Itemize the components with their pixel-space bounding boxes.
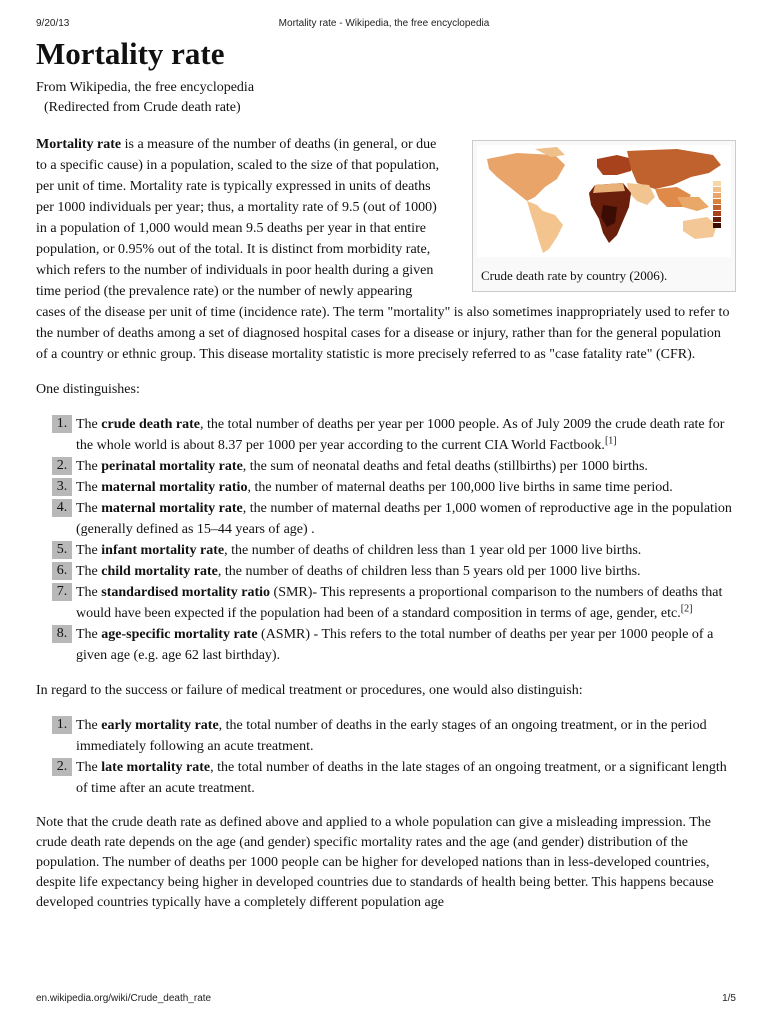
item-prefix: The: [76, 564, 102, 579]
list-item: [36, 582, 736, 624]
item-text: , the number of deaths of children less than 1 year old per 1000 live births.: [224, 543, 642, 558]
print-date: 9/20/13: [36, 18, 70, 29]
item-text: , the number of maternal deaths per 100,000 live births in same time period.: [247, 480, 673, 495]
item-term[interactable]: maternal mortality ratio: [101, 480, 248, 495]
list-item: [36, 498, 736, 540]
item-text: (ASMR) - This refers to the total number of deaths per year per 1000 people of a given age (e.g. age 62 last birthday).: [76, 627, 714, 663]
item-text: (SMR)- This represents a proportional comparison to the numbers of deaths that would have been expected if the population had been of a standard composition in terms of age, gender, etc.: [76, 585, 723, 621]
item-text: , the total number of deaths in the early stages of an ongoing treatment, or in the period immediately following an acute treatment.: [76, 718, 707, 754]
item-prefix: The: [76, 501, 102, 516]
list-number: 5.: [52, 541, 72, 559]
item-prefix: The: [76, 459, 102, 474]
intro-text: is a measure of the number of deaths (in general, or due to a specific cause) in a population, scaled to the size of that population, per unit of time. Mortality rate is typically expressed in units of deaths per 1000 individuals per year; thus, a mortality rate of 9.5 (out of 1000) in a population of 1,000 would mean 9.5 deaths per year in that entire population, or 0.95% out of the total. It is distinct from morbidity rate, which refers to the number of individuals in poor health during a given time period (the prevalence rate) or the number of newly appearing cases of the disease per unit of time (incidence rate). The term "mortality" is also sometimes inappropriately used to refer to the number of deaths among a set of diagnosed hospital cases for a disease or injury, rather than for the general population of a country or ethnic group. This disease mortality statistic is more precisely referred to as "case fatality rate" (CFR).: [36, 137, 730, 362]
item-term[interactable]: standardised mortality ratio: [101, 585, 271, 600]
figure-caption: Crude death rate by country (2006).: [481, 268, 668, 283]
print-title: Mortality rate - Wikipedia, the free encyclopedia: [278, 18, 490, 29]
citation-link[interactable]: [1]: [604, 435, 617, 447]
item-term[interactable]: child mortality rate: [101, 564, 218, 579]
print-footer: [0, 993, 768, 1007]
list-number: 8.: [52, 625, 72, 643]
item-prefix: The: [76, 718, 102, 733]
print-header: [0, 18, 768, 32]
list-number: 2.: [52, 457, 72, 475]
list-item: [36, 757, 736, 799]
treatment-mortality-list: [36, 715, 736, 799]
item-prefix: The: [76, 543, 102, 558]
list-number: 4.: [52, 499, 72, 517]
redirect-note: (Redirected from Crude death rate): [44, 100, 241, 115]
item-term[interactable]: early mortality rate: [101, 718, 219, 733]
citation-link[interactable]: [2]: [680, 603, 693, 615]
map-figure: [472, 140, 736, 292]
list-item: [36, 561, 736, 582]
item-text: , the total number of deaths per year per 1000 people. As of July 2009 the crude death rate for the whole world is about 8.37 per 1000 per year according to the current CIA World Factbook.: [76, 417, 725, 453]
world-map-image: [477, 145, 731, 257]
item-term[interactable]: crude death rate: [101, 417, 201, 432]
list-number: 1.: [52, 716, 72, 734]
item-text: , the sum of neonatal deaths and fetal deaths (stillbirths) per 1000 births.: [242, 459, 648, 474]
list-number: 2.: [52, 758, 72, 776]
regard-paragraph: In regard to the success or failure of medical treatment or procedures, one would also distinguish:: [36, 683, 583, 698]
mortality-types-list: [36, 414, 736, 666]
page-title: Mortality rate: [36, 36, 225, 71]
list-number: 1.: [52, 415, 72, 433]
list-item: [36, 540, 736, 561]
item-text: , the number of maternal deaths per 1,000 women of reproductive age in the population (generally defined as 15–44 years of age) .: [76, 501, 732, 537]
item-term[interactable]: age-specific mortality rate: [101, 627, 258, 642]
list-number: 6.: [52, 562, 72, 580]
item-prefix: The: [76, 760, 102, 775]
item-prefix: The: [76, 480, 102, 495]
intro-term: Mortality rate: [36, 137, 122, 152]
list-item: [36, 477, 736, 498]
note-paragraph: Note that the crude death rate as defined above and applied to a whole population can give a misleading impression. The crude death rate depends on the age (and gender) specific mortality rates and the age (and gender) distribution of the population. The number of deaths per 1000 people can be higher for developed nations than in less-developed countries, despite life expectancy being higher in developed countries due to standards of health being better. This happens because developed countries typically have a completely different population age: [36, 815, 714, 910]
list-item: [36, 414, 736, 456]
item-term[interactable]: infant mortality rate: [101, 543, 225, 558]
item-term[interactable]: maternal mortality rate: [101, 501, 243, 516]
tagline: From Wikipedia, the free encyclopedia: [36, 80, 255, 95]
item-prefix: The: [76, 417, 102, 432]
item-prefix: The: [76, 627, 102, 642]
distinguishes-label: One distinguishes:: [36, 382, 140, 397]
list-item: [36, 624, 736, 666]
item-term[interactable]: perinatal mortality rate: [101, 459, 243, 474]
article-body: [36, 134, 736, 913]
item-text: , the total number of deaths in the late stages of an ongoing treatment, or a significant length of time after an acute treatment.: [76, 760, 727, 796]
page-number: 1/5: [722, 993, 736, 1004]
item-prefix: The: [76, 585, 102, 600]
print-url: en.wikipedia.org/wiki/Crude_death_rate: [36, 993, 212, 1004]
list-number: 7.: [52, 583, 72, 601]
item-text: , the number of deaths of children less than 5 years old per 1000 live births.: [217, 564, 641, 579]
list-number: 3.: [52, 478, 72, 496]
list-item: [36, 456, 736, 477]
list-item: [36, 715, 736, 757]
item-term[interactable]: late mortality rate: [101, 760, 211, 775]
